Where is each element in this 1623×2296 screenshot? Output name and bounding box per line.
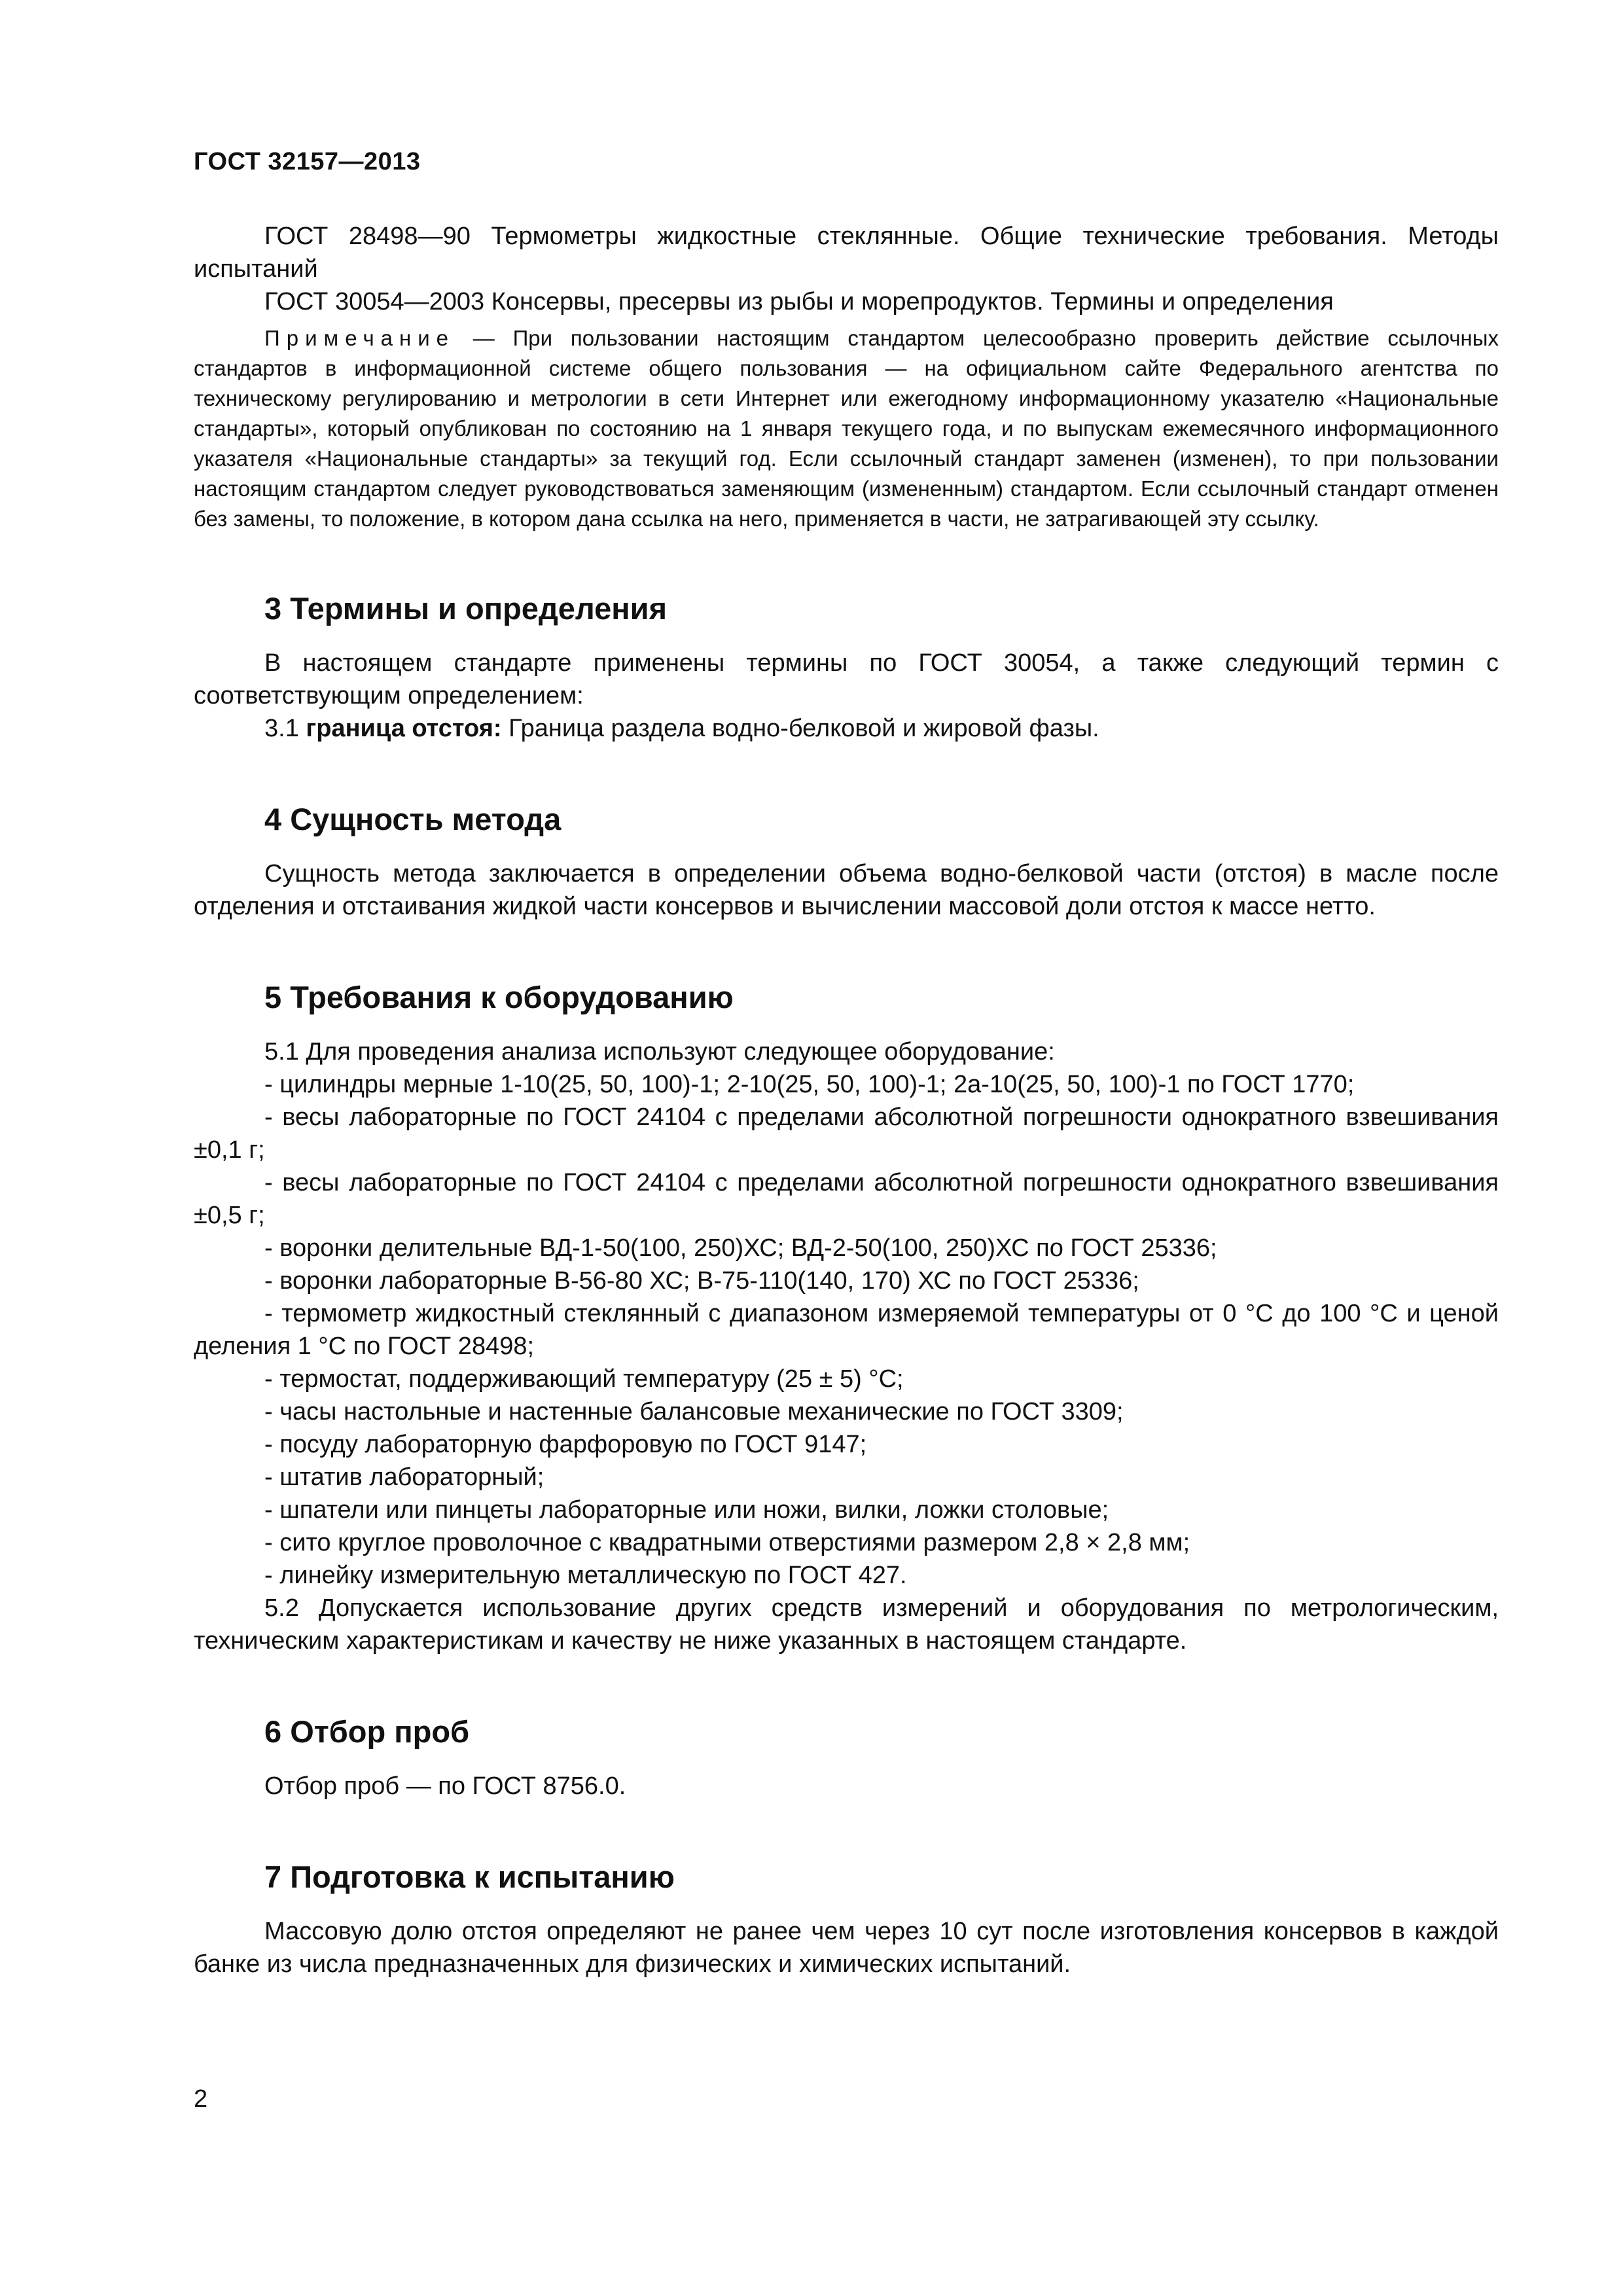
section-3-heading: 3 Термины и определения xyxy=(264,591,667,626)
equipment-item: - цилиндры мерные 1-10(25, 50, 100)-1; 2-10(25, 50, 100)-1; 2а-10(25, 50, 100)-1 по ГОСТ 1770; xyxy=(264,1071,1355,1098)
section-4-heading: 4 Сущность метода xyxy=(264,802,562,836)
equipment-item: - воронки лабораторные В-56-80 ХС; В-75-110(140, 170) ХС по ГОСТ 25336; xyxy=(264,1267,1139,1295)
note-text: — При пользовании настоящим стандартом целесообразно проверить действие ссылочных стандартов в информационной системе общего пользования — на официальном сайте Федерального агентства по техническому регулированию и метрологии в сети Интернет или ежегодному информационному указателю «Национальные стандарты», который опубликован по состоянию на 1 января текущего года, и по выпускам ежемесячного информационного указателя «Национальные стандарты» за текущий год. Если ссылочный стандарт заменен (изменен), то при пользовании настоящим стандартом следует руководствоваться заменяющим (измененным) стандартом. Если ссылочный стандарт отменен без замены, то положение, в котором дана ссылка на него, применяется в части, не затрагивающей эту ссылку. xyxy=(194,326,1499,531)
section-6-text: Отбор проб — по ГОСТ 8756.0. xyxy=(264,1772,626,1800)
section-5-2-text: 5.2 Допускается использование других средств измерений и оборудования по метрологическим, техническим характеристикам и качеству не ниже указанных в настоящем стандарте. xyxy=(194,1594,1499,1655)
page-number: 2 xyxy=(194,2085,208,2113)
section-5-heading: 5 Требования к оборудованию xyxy=(264,980,734,1014)
term-definition xyxy=(194,712,1499,745)
equipment-item: - штатив лабораторный; xyxy=(264,1463,544,1491)
section-6-heading: 6 Отбор проб xyxy=(264,1714,470,1749)
note-paragraph xyxy=(194,323,1499,534)
equipment-item: - термометр жидкостный стеклянный с диапазоном измеряемой температуры от 0 °С до 100 °С и ценой деления 1 °С по ГОСТ 28498; xyxy=(194,1300,1499,1360)
term-number: 3.1 xyxy=(264,715,306,742)
section-7-text: Массовую долю отстоя определяют не ранее чем через 10 сут после изготовления консервов в каждой банке из числа предназначенных для физических и химических испытаний. xyxy=(194,1918,1499,1978)
equipment-item: - весы лабораторные по ГОСТ 24104 с пределами абсолютной погрешности однократного взвешивания ±0,5 г; xyxy=(194,1169,1499,1229)
reference-gost-30054: ГОСТ 30054—2003 Консервы, пресервы из рыбы и морепродуктов. Термины и определения xyxy=(264,288,1334,315)
equipment-item: - воронки делительные ВД-1-50(100, 250)ХС; ВД-2-50(100, 250)ХС по ГОСТ 25336; xyxy=(264,1234,1217,1262)
reference-gost-28498: ГОСТ 28498—90 Термометры жидкостные стеклянные. Общие технические требования. Методы испытаний xyxy=(194,223,1499,283)
document-header: ГОСТ 32157—2013 xyxy=(194,148,421,175)
equipment-item: - шпатели или пинцеты лабораторные или ножи, вилки, ложки столовые; xyxy=(264,1496,1109,1524)
section-5-intro: 5.1 Для проведения анализа используют следующее оборудование: xyxy=(264,1038,1055,1066)
section-3-intro: В настоящем стандарте применены термины по ГОСТ 30054, а также следующий термин с соответствующим определением: xyxy=(194,649,1499,709)
equipment-item: - весы лабораторные по ГОСТ 24104 с пределами абсолютной погрешности однократного взвешивания ±0,1 г; xyxy=(194,1103,1499,1164)
page-content xyxy=(194,220,1499,1981)
equipment-item: - сито круглое проволочное с квадратными отверстиями размером 2,8 × 2,8 мм; xyxy=(264,1529,1190,1556)
equipment-item: - термостат, поддерживающий температуру (25 ± 5) °С; xyxy=(264,1365,904,1393)
equipment-item: - часы настольные и настенные балансовые механические по ГОСТ 3309; xyxy=(264,1398,1124,1426)
note-label: Примечание xyxy=(264,326,455,350)
section-7-heading: 7 Подготовка к испытанию xyxy=(264,1859,675,1894)
section-4-text: Сущность метода заключается в определении объема водно-белковой части (отстоя) в масле после отделения и отстаивания жидкой части консервов и вычислении массовой доли отстоя к массе нетто. xyxy=(194,860,1499,920)
equipment-item: - посуду лабораторную фарфоровую по ГОСТ 9147; xyxy=(264,1431,867,1458)
term-text: Граница раздела водно-белковой и жировой фазы. xyxy=(501,715,1099,742)
term-name: граница отстоя: xyxy=(306,715,502,742)
equipment-item: - линейку измерительную металлическую по ГОСТ 427. xyxy=(264,1562,907,1589)
